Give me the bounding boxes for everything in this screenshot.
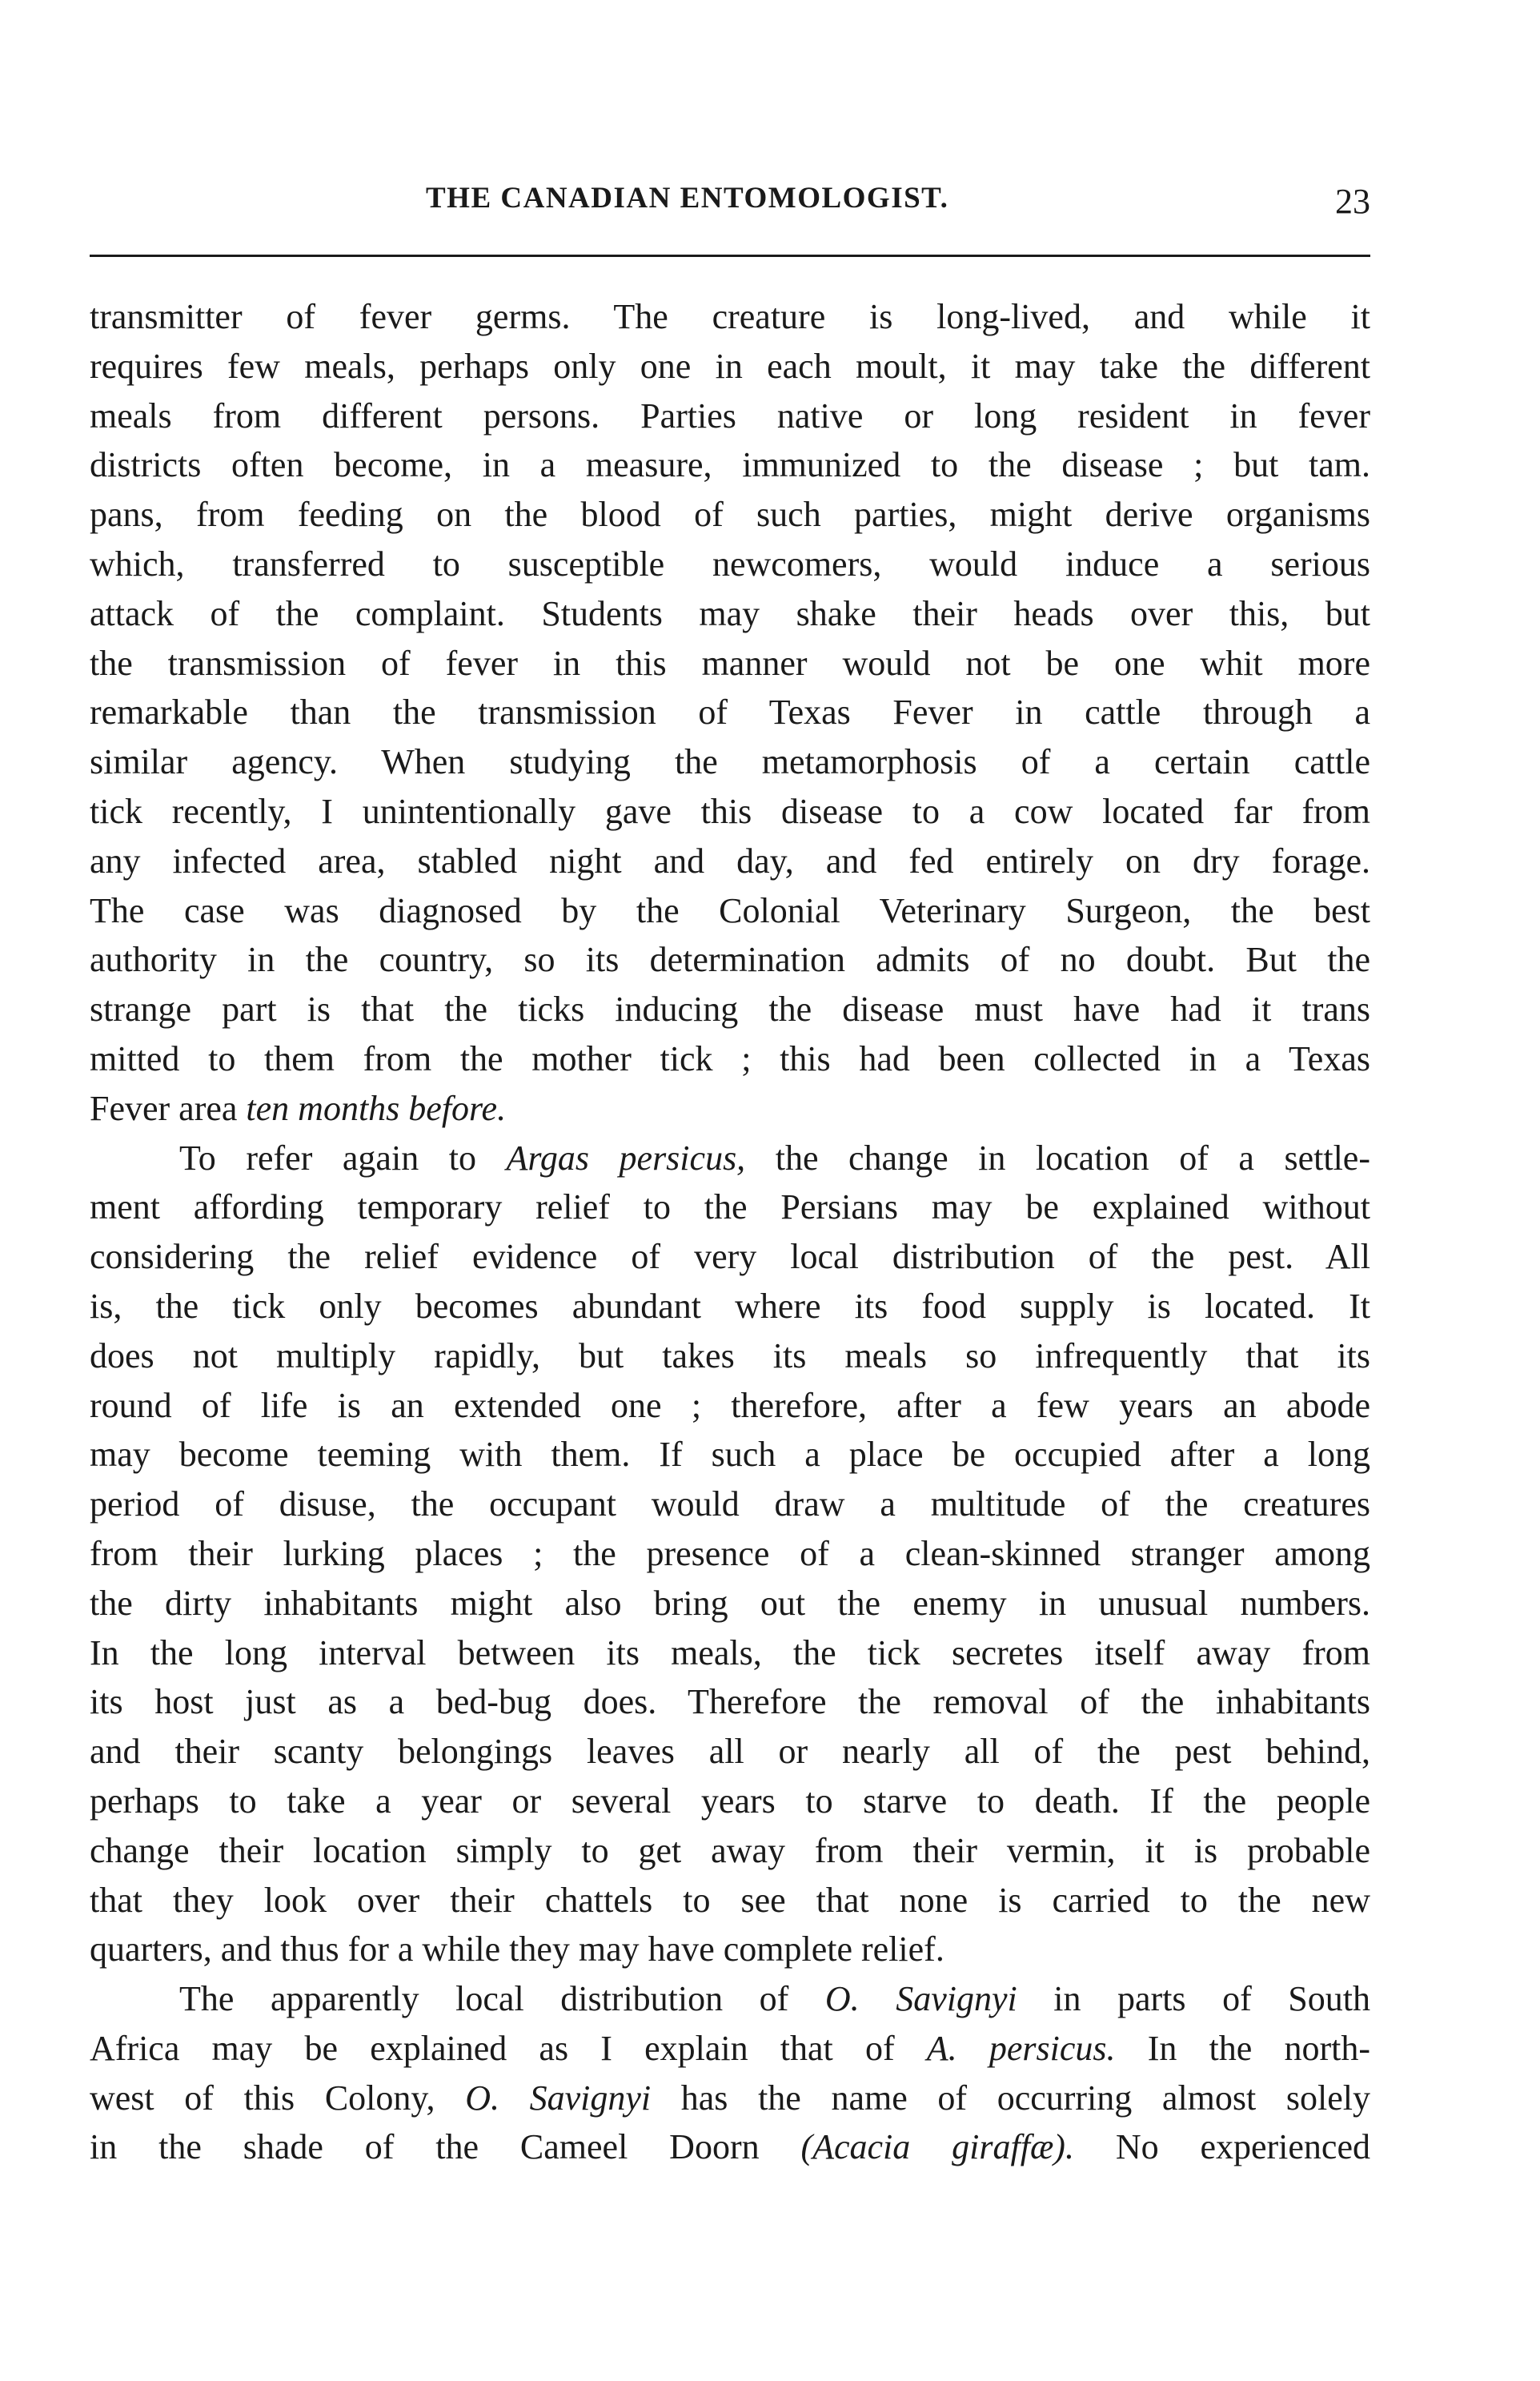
text-line: The case was diagnosed by the Colonial Veterinary Surgeon, the best	[90, 890, 1370, 930]
text-line: similar agency. When studying the metamorphosis of a certain cattle	[90, 742, 1370, 782]
paragraph-2	[90, 1134, 1370, 1975]
paragraph-1	[90, 292, 1370, 1134]
species-name: O. Savignyi	[465, 2078, 652, 2118]
text-run: In the north-	[1115, 2028, 1370, 2068]
text-line: its host just as a bed-bug does. Therefore the removal of the inhabitants	[90, 1682, 1370, 1722]
text-line: authority in the country, so its determination admits of no doubt. But the	[90, 940, 1370, 980]
text-line: change their location simply to get away from their vermin, it is probable	[90, 1830, 1370, 1870]
text-line	[90, 1084, 1370, 1134]
text-line: which, transferred to susceptible newcomers, would induce a serious	[90, 544, 1370, 584]
text-line: attack of the complaint. Students may shake their heads over this, but	[90, 593, 1370, 633]
paragraph-3	[90, 1974, 1370, 2172]
text-line	[90, 2074, 1370, 2123]
text-line	[90, 2122, 1370, 2172]
text-line: In the long interval between its meals, the tick secretes itself away from	[90, 1632, 1370, 1672]
text-line: pans, from feeding on the blood of such parties, might derive organisms	[90, 495, 1370, 535]
text-run: the change in location of a settle-	[745, 1138, 1370, 1178]
text-line: period of disuse, the occupant would draw a multitude of the creatures	[90, 1484, 1370, 1524]
page-number: 23	[1335, 182, 1370, 221]
text-line	[90, 1134, 1370, 1183]
header-rule	[90, 255, 1370, 257]
italic-phrase: ten months before.	[246, 1088, 507, 1128]
text-line: transmitter of fever germs. The creature is long-lived, and while it	[90, 297, 1370, 336]
text-line: perhaps to take a year or several years to starve to death. If the people	[90, 1781, 1370, 1821]
text-run: The apparently local distribution of	[179, 1979, 825, 2019]
species-name: Argas persicus,	[506, 1138, 746, 1178]
text-line	[90, 2024, 1370, 2074]
text-line: mitted to them from the mother tick ; this had been collected in a Texas	[90, 1038, 1370, 1078]
text-line: the dirty inhabitants might also bring out the enemy in unusual numbers.	[90, 1583, 1370, 1623]
text-line: from their lurking places ; the presence of a clean-skinned stranger among	[90, 1533, 1370, 1573]
running-header	[90, 181, 1370, 229]
species-name: O. Savignyi	[824, 1979, 1017, 2019]
text-line: considering the relief evidence of very local distribution of the pest. All	[90, 1237, 1370, 1277]
text-run: west of this Colony,	[90, 2078, 466, 2118]
species-name: A. persicus.	[926, 2028, 1116, 2068]
text-line: meals from different persons. Parties native or long resident in fever	[90, 395, 1370, 436]
text-run: Africa may be explained as I explain that of	[90, 2028, 927, 2068]
text-line: round of life is an extended one ; therefore, after a few years an abode	[90, 1385, 1370, 1425]
text-line: tick recently, I unintentionally gave this disease to a cow located far from	[90, 791, 1370, 831]
text-run: has the name of occurring almost solely	[651, 2078, 1370, 2118]
text-line: remarkable than the transmission of Texas Fever in cattle through a	[90, 693, 1370, 733]
text-line: strange part is that the ticks inducing the disease must have had it trans	[90, 990, 1370, 1030]
text-line: does not multiply rapidly, but takes its meals so infrequently that its	[90, 1335, 1370, 1375]
text-line: may become teeming with them. If such a place be occupied after a long	[90, 1435, 1370, 1475]
text-run: To refer again to	[179, 1138, 507, 1178]
text-line: the transmission of fever in this manner would not be one whit more	[90, 643, 1370, 683]
text-line: and their scanty belongings leaves all or nearly all of the pest behind,	[90, 1732, 1370, 1772]
text-run: No experienced	[1073, 2127, 1370, 2167]
text-run: in parts of South	[1017, 1979, 1370, 2019]
text-line	[90, 1974, 1370, 2024]
text-line: any infected area, stabled night and day, and fed entirely on dry forage.	[90, 841, 1370, 881]
species-name: (Acacia giraffæ).	[800, 2127, 1074, 2167]
text-line: quarters, and thus for a while they may have complete relief.	[90, 1929, 944, 1969]
body-text	[90, 292, 1370, 2172]
journal-title: THE CANADIAN ENTOMOLOGIST.	[426, 182, 949, 215]
text-line: requires few meals, perhaps only one in each moult, it may take the different	[90, 346, 1370, 386]
text-run: Fever area	[90, 1088, 247, 1128]
text-run: in the shade of the Cameel Doorn	[90, 2127, 801, 2167]
text-line: ment affording temporary relief to the Persians may be explained without	[90, 1187, 1370, 1227]
text-line: that they look over their chattels to see that none is carried to the new	[90, 1880, 1370, 1920]
text-line: is, the tick only becomes abundant where its food supply is located. It	[90, 1286, 1370, 1326]
text-line: districts often become, in a measure, immunized to the disease ; but tam.	[90, 445, 1370, 485]
